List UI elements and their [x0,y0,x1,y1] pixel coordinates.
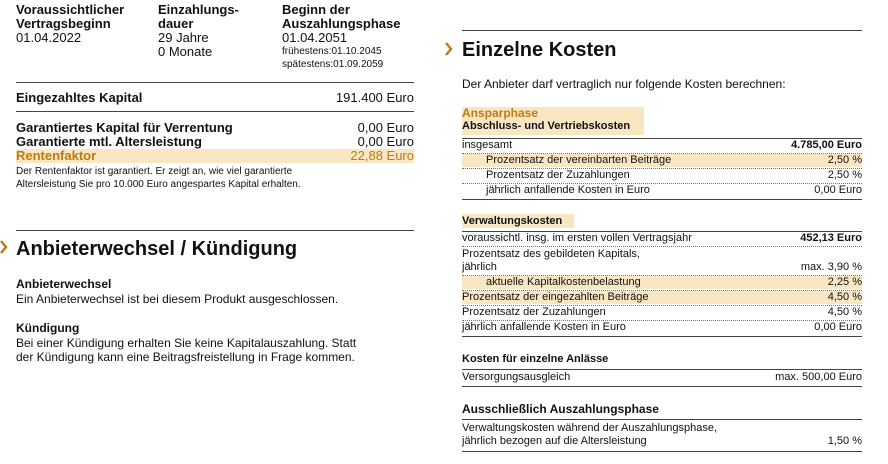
paid-capital-label: Eingezahltes Kapital [16,90,143,105]
payment-duration-head-2: dauer [158,16,194,31]
payout-start-head-1: Beginn der [282,2,350,17]
payout-start-value: 01.04.2051 [282,30,348,45]
row-label-line: jährlich [462,261,497,273]
admin-first-year-row [462,232,862,245]
divider [16,82,414,83]
guaranteed-monthly-label: Garantierte mtl. Altersleistung [16,134,202,149]
contract-start-value: 01.04.2022 [16,30,82,45]
savings-phase-header [462,107,644,135]
payout-start-head-2: Auszahlungsphase [282,16,401,31]
row-label: Prozentsatz der Zuzahlungen [462,306,606,318]
admin-capital-row [462,247,862,274]
row-label: Prozentsatz der vereinbarten Beiträge [486,154,672,166]
divider [462,336,862,337]
row-label-line: jährlich bezogen auf die Altersleistung [462,435,647,447]
divider [16,111,414,112]
row-value: 1,50 % [827,435,862,447]
row-value: max. 3,90 % [800,261,862,273]
contract-start-head-2: Vertragsbeginn [16,16,111,31]
paid-capital-row [16,91,414,105]
row-value: 4,50 % [827,306,862,318]
payment-duration-cell [158,3,278,59]
row-label: jährlich anfallende Kosten in Euro [486,184,650,196]
payout-admin-row [462,421,862,448]
provider-change-text: Ein Anbieterwechsel ist bei diesem Produkt ausgeschlossen. [16,292,339,306]
savings-phase-title: Ansparphase [462,106,539,120]
payout-phase-title: Ausschließlich Auszahlungsphase [462,402,659,416]
guaranteed-monthly-value: 0,00 Euro [357,134,414,149]
row-label-line: Prozentsatz des gebildeten Kapitals, [462,248,640,260]
guaranteed-monthly-row [16,135,414,149]
row-value: max. 500,00 Euro [775,371,862,383]
row-label: Versorgungsausgleich [462,371,571,383]
row-label: Prozentsatz der Zuzahlungen [486,169,630,181]
divider [16,230,414,231]
acquisition-contrib-row [462,154,862,167]
section-title-provider-change: Anbieterwechsel / Kündigung [16,238,298,260]
admin-capital-cost-row [462,276,862,289]
admin-extra-row [462,306,862,319]
row-value: 4.785,00 Euro [791,139,862,151]
termination-heading: Kündigung [16,321,80,335]
acquisition-costs-title: Abschluss- und Vertriebskosten [462,120,631,132]
annuity-factor-row [16,149,414,163]
row-label: aktuelle Kapitalkostenbelastung [486,276,641,288]
individual-costs-title: Kosten für einzelne Anlässe [462,353,609,365]
annuity-factor-note-line: Der Rentenfaktor ist garantiert. Er zeigt an, wie viel garantierte [16,166,293,177]
row-value: 2,50 % [827,154,862,166]
annuity-factor-label: Rentenfaktor [16,148,97,163]
row-label: voraussichtl. insg. im ersten vollen Vertragsjahr [462,232,692,244]
contract-start-head-1: Voraussichtlicher [16,2,125,17]
row-value: 452,13 Euro [800,232,862,244]
paid-capital-value: 191.400 Euro [335,90,414,105]
costs-intro: Der Anbieter darf vertraglich nur folgende Kosten berechnen: [462,77,786,91]
annuity-factor-note [16,165,414,191]
divider [462,386,862,387]
termination-text-line: Bei einer Kündigung erhalten Sie keine Kapitalauszahlung. Statt [16,336,357,350]
divider [462,199,862,200]
provider-change-heading: Anbieterwechsel [16,277,112,291]
payout-start-earliest: frühestens:01.10.2045 [282,46,382,57]
acquisition-total-row [462,139,862,152]
guaranteed-capital-label: Garantiertes Kapital für Verrentung [16,120,233,135]
payment-duration-years: 29 Jahre [158,30,209,45]
section-title-costs: Einzelne Kosten [462,39,617,61]
termination-text [16,336,426,364]
termination-text-line: der Kündigung kann eine Beitragsfreistellung in Frage kommen. [16,350,355,364]
row-value: 0,00 Euro [814,184,862,196]
row-value: 4,50 % [827,291,862,303]
row-label [462,422,717,448]
row-value: 2,25 % [827,276,862,288]
row-label: jährlich anfallende Kosten in Euro [462,321,626,333]
payment-duration-months: 0 Monate [158,44,213,59]
divider [462,419,862,420]
row-value: 0,00 Euro [814,321,862,333]
payout-start-latest: spätestens:01.09.2059 [282,59,384,70]
row-label: Prozentsatz der eingezahlten Beiträge [462,291,649,303]
contract-start-cell [16,3,156,45]
admin-costs-title: Verwaltungskosten [462,214,574,228]
guaranteed-capital-value: 0,00 Euro [357,120,414,135]
row-label-line: Verwaltungskosten während der Auszahlungsphase, [462,422,718,434]
acquisition-extra-row [462,169,862,182]
row-label: insgesamt [462,139,513,151]
payment-duration-head-1: Einzahlungs- [158,2,239,17]
admin-annual-row [462,321,862,334]
admin-contrib-row [462,291,862,304]
divider [462,30,862,31]
divider [462,451,862,452]
acquisition-annual-row [462,184,862,197]
pension-split-row [462,371,862,384]
annuity-factor-value: 22,88 Euro [350,148,414,163]
row-label [462,248,640,274]
annuity-factor-note-line: Altersleistung Sie pro 10.000 Euro angespartes Kapital erhalten. [16,179,301,190]
payout-start-cell [282,3,422,71]
guaranteed-capital-row [16,121,414,135]
row-value: 2,50 % [827,169,862,181]
divider [462,369,862,370]
